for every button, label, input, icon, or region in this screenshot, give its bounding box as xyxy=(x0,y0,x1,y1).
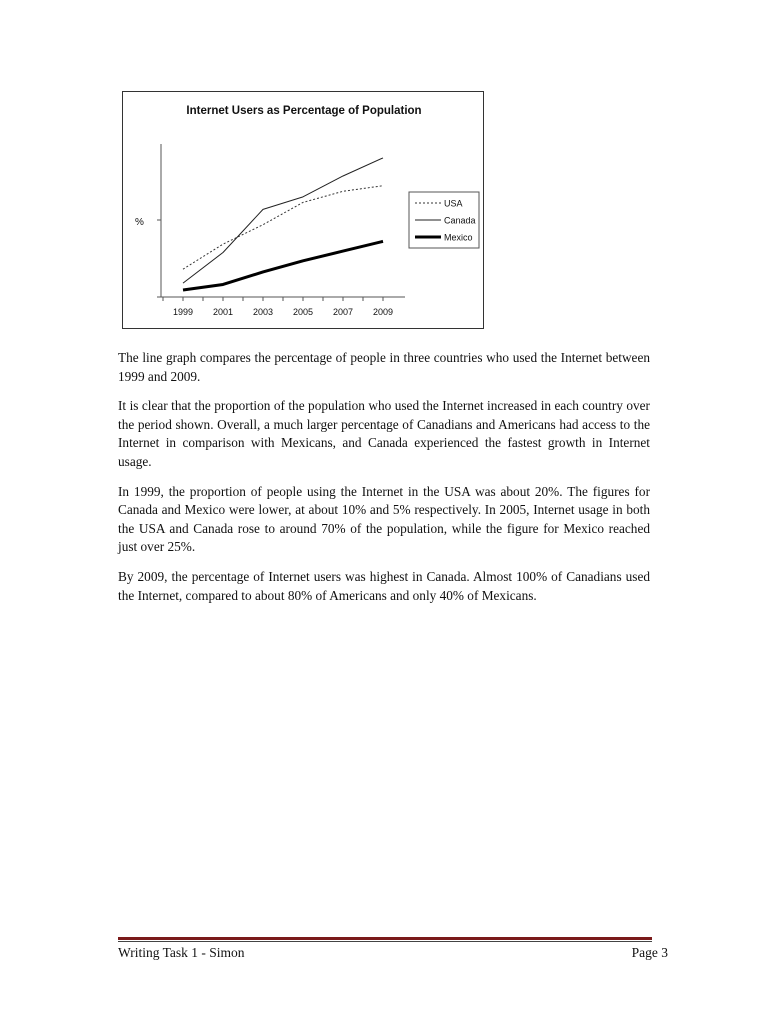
legend-label-usa: USA xyxy=(444,198,463,209)
x-tick-label: 2007 xyxy=(332,307,354,317)
x-tick-label: 2001 xyxy=(212,307,234,317)
paragraph-details-2: By 2009, the percentage of Internet users was highest in Canada. Almost 100% of Canadians used the Internet, compared to about 80% of Americans and only 40% of Mexicans. xyxy=(118,568,650,603)
page-number: Page 3 xyxy=(631,945,668,960)
paragraph-overview: It is clear that the proportion of the population who used the Internet increased in each country over the period shown. Overall, a much larger percentage of Canadians and Americans had access to the Internet in comparison with Mexicans, and Canada experienced the fastest growth in Internet usage. xyxy=(118,398,650,469)
chart-title: Internet Users as Percentage of Population xyxy=(186,105,422,117)
series-line-usa xyxy=(183,186,383,269)
essay-text xyxy=(118,349,650,616)
x-tick-label: 1999 xyxy=(172,307,194,317)
paragraph-intro: The line graph compares the percentage of people in three countries who used the Internet between 1999 and 2009. xyxy=(118,350,650,384)
footer-rule xyxy=(118,937,652,940)
footer-title: Writing Task 1 - Simon xyxy=(118,945,245,960)
footer-rule-thin xyxy=(118,941,652,942)
paragraph-details-1: In 1999, the proportion of people using the Internet in the USA was about 20%. The figures for Canada and Mexico were lower, at about 10% and 5% respectively. In 2005, Internet usage in both the USA and Canada rose to around 70% of the population, while the figure for Mexico reached just over 25%. xyxy=(118,483,650,555)
chart-frame xyxy=(122,91,484,329)
x-tick-label: 2003 xyxy=(252,307,274,317)
line-chart xyxy=(123,92,485,330)
legend-label-canada: Canada xyxy=(444,215,476,226)
x-tick-label: 2005 xyxy=(292,307,314,317)
x-tick-label: 2009 xyxy=(372,307,394,317)
series-line-mexico xyxy=(183,241,383,290)
series-line-canada xyxy=(183,158,383,283)
y-axis-label: % xyxy=(135,217,144,228)
legend-label-mexico: Mexico xyxy=(444,232,473,243)
